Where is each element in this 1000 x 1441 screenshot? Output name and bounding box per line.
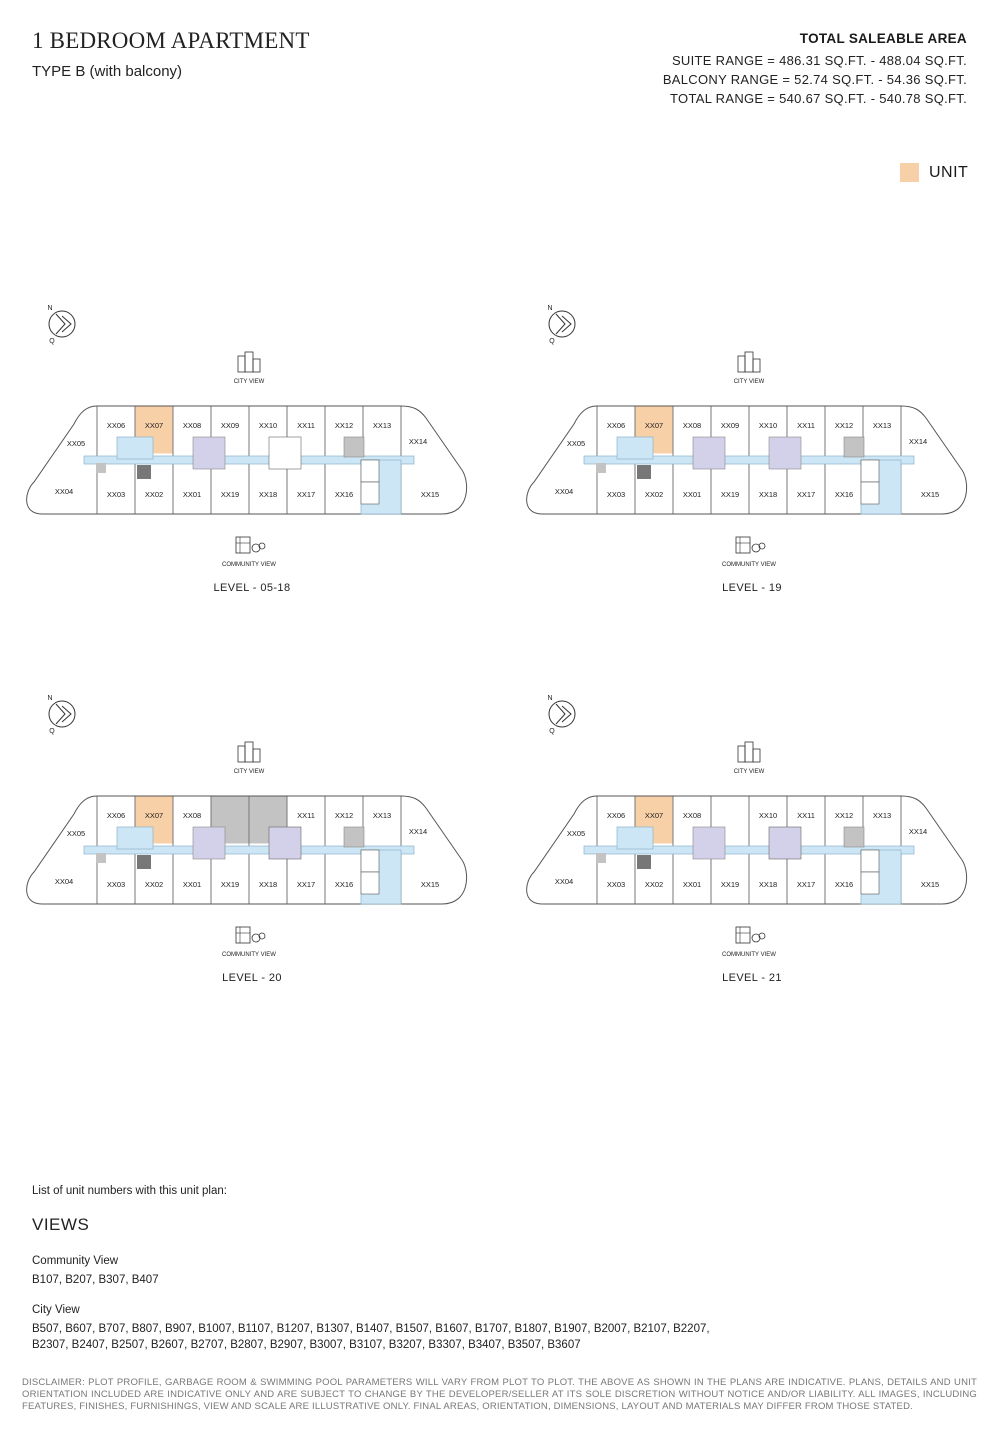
unit-label: XX12 [834,811,854,820]
compass-north-label: N [47,305,53,312]
unit-label: XX10 [758,421,778,430]
garbage-room [137,855,151,869]
unit-label: XX18 [258,490,278,499]
unit-label: XX14 [908,827,928,836]
unit-label: XX06 [106,811,126,820]
lift-lobby [269,827,301,859]
unit-label: XX19 [220,880,240,889]
unit-label: XX14 [408,827,428,836]
unit-label: XX18 [758,490,778,499]
unit-label: XX06 [606,421,626,430]
unit-label: XX11 [297,811,315,820]
community-view-units: B107, B207, B307, B407 [32,1274,159,1286]
unit-label: XX04 [54,487,74,496]
lift-lobby [769,827,801,859]
unit-label: XX14 [408,437,428,446]
unit-label: XX07 [644,421,664,430]
unit-label: XX15 [920,880,940,889]
core-block [617,827,653,849]
unit-label: XX08 [682,421,702,430]
unit-label: XX16 [834,880,854,889]
compass-icon [547,695,575,735]
balcony-range: BALCONY RANGE = 52.74 SQ.FT. - 54.36 SQ.FT. [662,72,967,87]
floor-plan-svg [522,690,982,1000]
suite-range: SUITE RANGE = 486.31 SQ.FT. - 488.04 SQ.FT. [671,53,967,68]
unit-label: XX04 [54,877,74,886]
unit-label: XX05 [66,829,86,838]
saleable-area-heading: TOTAL SALEABLE AREA [799,31,967,46]
lift-lobby [193,437,225,469]
service-shaft [844,827,864,847]
legend-unit-label: UNIT [929,163,969,181]
community-view-label: Community View [32,1255,119,1267]
unit-label: XX09 [720,421,740,430]
unit-label: XX09 [220,421,240,430]
unit-label: XX17 [296,490,316,499]
core-block [117,437,153,459]
unit-label: XX10 [758,811,778,820]
unit-label: XX15 [920,490,940,499]
compass-south-label: Q [549,728,555,735]
compass-north-label: N [47,695,53,702]
floor-plan-svg [522,300,982,610]
unit-label: XX01 [182,490,202,499]
unit-label: XX16 [834,490,854,499]
unit-label: XX08 [682,811,702,820]
saleable-area-block [663,31,967,108]
service-shaft [344,437,364,457]
unit-label: XX12 [334,421,354,430]
garbage-room [637,465,651,479]
unit-label: XX07 [144,811,164,820]
unit-label: XX01 [182,880,202,889]
page-title: 1 BEDROOM APARTMENT [32,28,310,53]
lift-lobby [693,827,725,859]
city-view-icon [238,352,260,372]
duct [596,463,606,473]
unit-list-intro: List of unit numbers with this unit plan: [32,1185,227,1197]
community-view-label: COMMUNITY VIEW [722,562,776,568]
city-view-label: CITY VIEW [233,769,265,775]
compass-icon [47,305,75,345]
unit-label: XX13 [872,421,892,430]
service-shaft [344,827,364,847]
city-view-units: B507, B607, B707, B807, B907, B1007, B1107, B1207, B1307, B1407, B1507, B1607, B1707, B1807, B1907, B2007, B2107, B2207, B2307, B2407, B2507, B2607, B2707, B2807, B2907, B3007, B3107, B3207, B3307, B3407, B3507, B3607 [32,1323,710,1351]
unit-label: XX17 [796,880,816,889]
lift-lobby [193,827,225,859]
disclaimer: DISCLAIMER: PLOT PROFILE, GARBAGE ROOM & SWIMMING POOL PARAMETERS WILL VARY FROM PLOT TO PLOT. THE ABOVE AS SHOWN IN THE PLANS ARE INDICATIVE. PLANS, DETAILS AND UNIT ORIENTATION INCLUDED ARE INDICATIVE ONLY AND ARE SUBJECT TO CHANGE BY THE DEVELOPER/SELLER AT ITS SOLE DISCRETION WITHOUT NOTICE AND/OR LIABILITY. ALL IMAGES, INCLUDING FEATURES, FINISHES, FURNISHINGS, VIEW AND SCALE ARE ILLUSTRATIVE ONLY. FINAL AREAS, ORIENTATION, DIMENSIONS, LAYOUT AND MATERIALS MAY DIFFER FROM THOSE STATED. [22,1377,977,1412]
unit-label: XX13 [372,421,392,430]
city-view-icon [738,352,760,372]
unit-label: XX17 [796,490,816,499]
compass-south-label: Q [49,728,55,735]
unit-label: XX03 [106,880,126,889]
community-view-label: COMMUNITY VIEW [222,952,276,958]
unit-label: XX01 [682,490,702,499]
community-view-label: COMMUNITY VIEW [222,562,276,568]
compass-north-label: N [547,305,553,312]
unit-label: XX11 [797,421,815,430]
lift-lobby [269,437,301,469]
unit-label: XX16 [334,490,354,499]
unit-label: XX13 [372,811,392,820]
floor-plan-4 [522,690,982,1000]
compass-icon [547,305,575,345]
floor-plan-svg [22,300,482,610]
unit-label: XX19 [720,880,740,889]
unit-label: XX13 [872,811,892,820]
unit-label: XX04 [554,487,574,496]
unit-label: XX06 [106,421,126,430]
compass-south-label: Q [49,338,55,345]
city-view-label: CITY VIEW [733,769,765,775]
unit-label: XX07 [144,421,164,430]
legend [900,163,968,182]
unit-label: XX02 [144,490,164,499]
unit-label: XX05 [566,439,586,448]
duct [96,463,106,473]
unit-label: XX12 [834,421,854,430]
unit-label: XX18 [258,880,278,889]
floor-plan-3 [22,690,482,1000]
compass-south-label: Q [549,338,555,345]
compass-icon [47,695,75,735]
unit-label: XX05 [566,829,586,838]
unit-label: XX02 [644,490,664,499]
city-view-label: CITY VIEW [733,379,765,385]
views-heading: VIEWS [32,1215,90,1234]
lift-lobby [769,437,801,469]
city-view-label: CITY VIEW [233,379,265,385]
unit-label: XX07 [644,811,664,820]
floor-plan-2 [522,300,982,610]
unit-label: XX10 [258,421,278,430]
unit-label: XX19 [220,490,240,499]
unit-label: XX02 [644,880,664,889]
unit-label: XX15 [420,880,440,889]
duct [96,853,106,863]
service-shaft [844,437,864,457]
core-block [117,827,153,849]
garbage-room [637,855,651,869]
city-view-icon [738,742,760,762]
unit-label: XX11 [297,421,315,430]
community-view-label: COMMUNITY VIEW [722,952,776,958]
floor-plan-1 [22,300,482,610]
unit-label: XX12 [334,811,354,820]
community-view-icon [236,537,265,553]
unit-label: XX03 [606,880,626,889]
unit-label: XX14 [908,437,928,446]
level-label: LEVEL - 05-18 [213,582,291,594]
level-label: LEVEL - 19 [722,582,782,594]
unit-label: XX17 [296,880,316,889]
lift-lobby [693,437,725,469]
unit-label: XX11 [797,811,815,820]
unit-label: XX01 [682,880,702,889]
community-view-icon [236,927,265,943]
unit-label: XX03 [106,490,126,499]
legend-unit-swatch [900,163,919,182]
unit-label: XX08 [182,811,202,820]
city-view-icon [238,742,260,762]
community-view-icon [736,927,765,943]
level-label: LEVEL - 20 [222,972,282,984]
unit-label: XX16 [334,880,354,889]
unit-label: XX05 [66,439,86,448]
unit-label: XX19 [720,490,740,499]
city-view-label: City View [32,1304,80,1316]
unit-label: XX08 [182,421,202,430]
unit-type-subtitle: TYPE B (with balcony) [32,63,183,80]
unit-label: XX18 [758,880,778,889]
unit-label: XX15 [420,490,440,499]
unit-label: XX06 [606,811,626,820]
level-label: LEVEL - 21 [722,972,782,984]
floor-plan-svg [22,690,482,1000]
unit-label: XX03 [606,490,626,499]
community-view-icon [736,537,765,553]
duct [596,853,606,863]
compass-north-label: N [547,695,553,702]
total-range: TOTAL RANGE = 540.67 SQ.FT. - 540.78 SQ.FT. [670,91,967,106]
unit-label: XX02 [144,880,164,889]
core-block [617,437,653,459]
unit-label: XX04 [554,877,574,886]
garbage-room [137,465,151,479]
